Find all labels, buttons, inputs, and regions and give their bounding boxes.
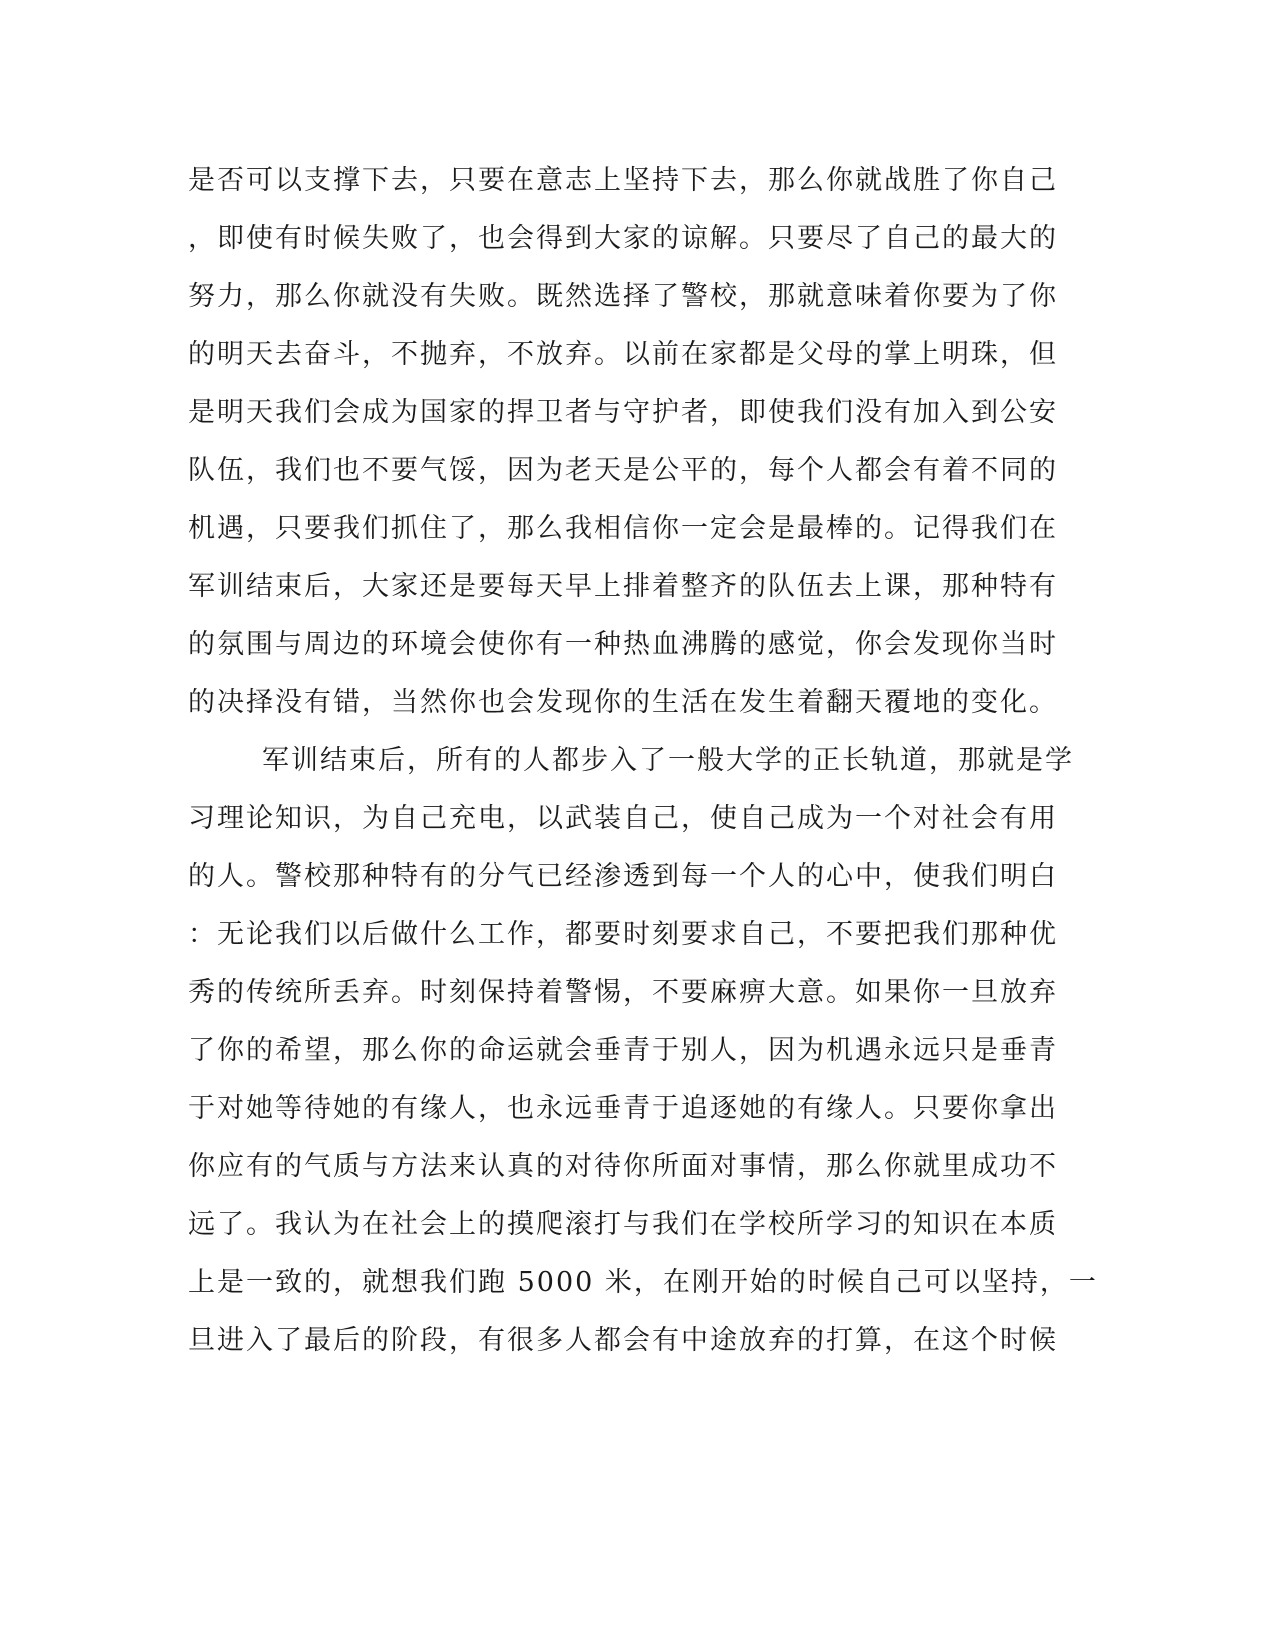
text-line: 秀的传统所丢弃。时刻保持着警惕，不要麻痹大意。如果你一旦放弃 bbox=[188, 977, 1058, 1008]
text-line: ，即使有时候失败了，也会得到大家的谅解。只要尽了自己的最大的 bbox=[188, 223, 1058, 254]
text-line: 的决择没有错，当然你也会发现你的生活在发生着翻天覆地的变化。 bbox=[188, 687, 1058, 718]
paragraph-first-line: 军训结束后，所有的人都步入了一般大学的正长轨道，那就是学 bbox=[262, 745, 1074, 776]
text-line: 的人。警校那种特有的分气已经渗透到每一个人的心中，使我们明白 bbox=[188, 861, 1058, 892]
text-line: 努力，那么你就没有失败。既然选择了警校，那就意味着你要为了你 bbox=[188, 281, 1058, 312]
text-line: 的氛围与周边的环境会使你有一种热血沸腾的感觉，你会发现你当时 bbox=[188, 629, 1058, 660]
text-line: 机遇，只要我们抓住了，那么我相信你一定会是最棒的。记得我们在 bbox=[188, 513, 1058, 544]
text-line: 是否可以支撑下去，只要在意志上坚持下去，那么你就战胜了你自己 bbox=[188, 165, 1058, 196]
text-line: 队伍，我们也不要气馁，因为老天是公平的，每个人都会有着不同的 bbox=[188, 455, 1058, 486]
text-line: 习理论知识，为自己充电，以武装自己，使自己成为一个对社会有用 bbox=[188, 803, 1058, 834]
text-line: 远了。我认为在社会上的摸爬滚打与我们在学校所学习的知识在本质 bbox=[188, 1209, 1058, 1240]
text-line: 的明天去奋斗，不抛弃，不放弃。以前在家都是父母的掌上明珠，但 bbox=[188, 339, 1058, 370]
text-line: 旦进入了最后的阶段，有很多人都会有中途放弃的打算，在这个时候 bbox=[188, 1325, 1058, 1356]
text-line: 你应有的气质与方法来认真的对待你所面对事情，那么你就里成功不 bbox=[188, 1151, 1058, 1182]
text-line: 军训结束后，大家还是要每天早上排着整齐的队伍去上课，那种特有 bbox=[188, 571, 1058, 602]
text-line: 上是一致的，就想我们跑 5000 米，在刚开始的时候自己可以坚持，一 bbox=[188, 1267, 1098, 1298]
text-line: 是明天我们会成为国家的捍卫者与守护者，即使我们没有加入到公安 bbox=[188, 397, 1058, 428]
text-line: 于对她等待她的有缘人，也永远垂青于追逐她的有缘人。只要你拿出 bbox=[188, 1093, 1058, 1124]
text-line: 了你的希望，那么你的命运就会垂青于别人，因为机遇永远只是垂青 bbox=[188, 1035, 1058, 1066]
text-line: ：无论我们以后做什么工作，都要时刻要求自己，不要把我们那种优 bbox=[188, 919, 1058, 950]
